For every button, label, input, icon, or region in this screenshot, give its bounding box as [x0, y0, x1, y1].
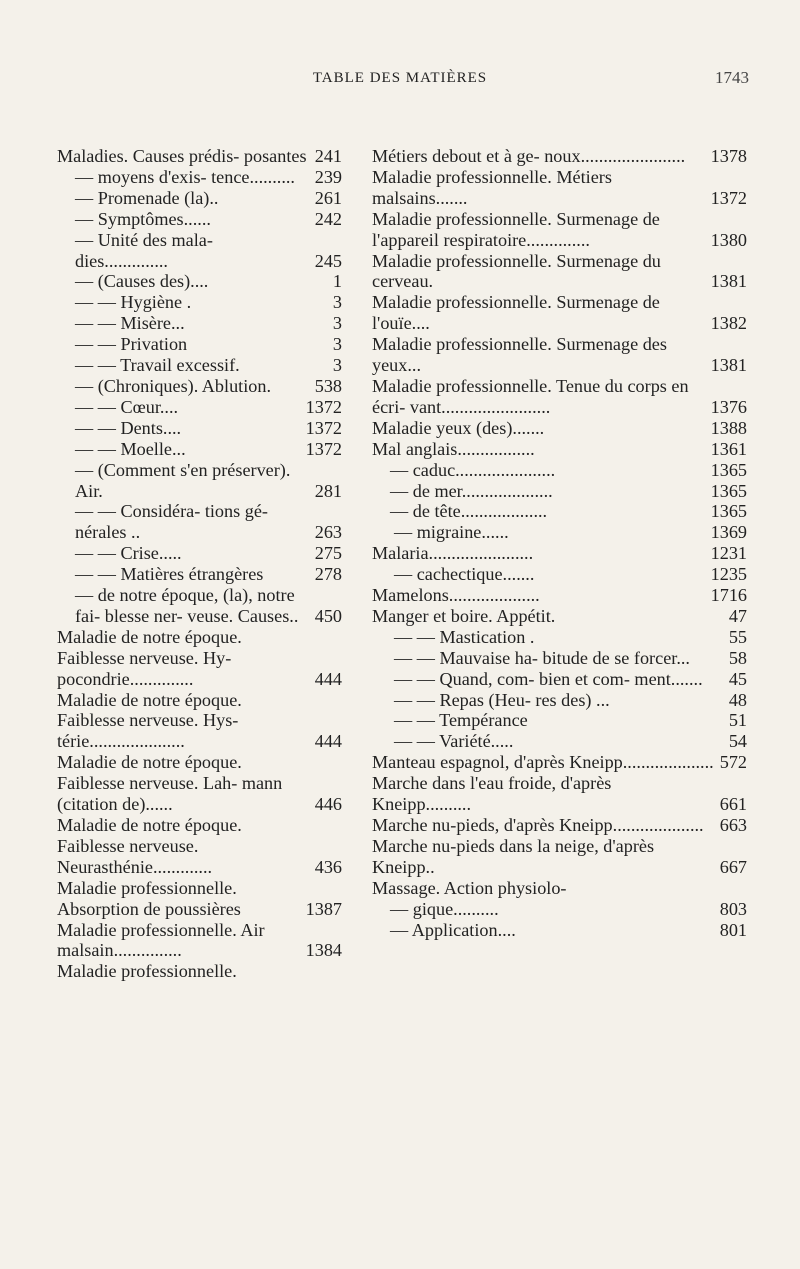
index-entry-page: 572 — [719, 752, 747, 773]
index-entry — [372, 815, 747, 836]
page-header: TABLE DES MATIÈRES — [312, 70, 488, 86]
index-entry-text: Manteau espagnol, d'après Kneipp.................... — [372, 752, 714, 773]
index-entry-page: 1381 — [710, 271, 747, 292]
index-entry-page: 278 — [314, 564, 342, 585]
index-entry — [372, 481, 747, 502]
index-entry-page: 803 — [719, 898, 747, 919]
index-entry — [372, 146, 747, 167]
index-entry — [372, 731, 747, 752]
index-entry — [57, 543, 342, 564]
index-entry-text: — — Moelle... — [75, 438, 186, 459]
index-entry-text: — — Considéra- tions gé- nérales .. — [75, 501, 268, 543]
index-entry-text: Massage. Action physiolo- — [372, 877, 567, 898]
index-entry-text: — (Chroniques). Ablution. — [75, 375, 272, 396]
page-number: 1743 — [715, 68, 749, 87]
index-entry-page: 1365 — [710, 459, 747, 480]
index-entry — [372, 648, 747, 669]
index-entry-page: 3 — [332, 355, 342, 376]
index-entry-text: — — Quand, com- bien et com- ment....... — [394, 668, 703, 689]
index-entry-page: 1365 — [710, 501, 747, 522]
index-entry-page: 245 — [314, 250, 342, 271]
index-entry — [57, 355, 342, 376]
index-entry — [57, 564, 342, 585]
index-entry-page: 1235 — [710, 564, 747, 585]
index-entry-text: Maladie professionnelle. Absorption de poussières — [57, 877, 241, 919]
index-entry — [372, 418, 747, 439]
index-entry-text: Mamelons.................... — [372, 585, 540, 606]
index-entry-text: — — Tempérance — [394, 710, 528, 731]
index-entry-text: — caduc...................... — [390, 459, 556, 480]
index-entry-page: 1361 — [710, 438, 747, 459]
index-entry-text: — — Mastication . — [394, 626, 535, 647]
index-entry-text: Maladies. Causes prédis- posantes — [57, 146, 307, 166]
index-entry-text: Maladie professionnelle. Surmenage de l'appareil respiratoire.............. — [372, 208, 660, 250]
index-entry-page: 444 — [314, 731, 342, 752]
index-entry-text: Maladie de notre époque. Faiblesse nerveuse. Hy- pocondrie.............. — [57, 626, 242, 689]
index-entry — [57, 460, 342, 502]
index-column-left — [57, 146, 342, 982]
index-entry — [372, 669, 747, 690]
index-entry-text: — — Mauvaise ha- bitude de se forcer... — [394, 647, 690, 668]
index-entry-page: 1378 — [710, 146, 747, 166]
index-entry-text: — Symptômes...... — [75, 208, 211, 229]
index-entry — [372, 543, 747, 564]
index-entry — [57, 167, 342, 188]
index-entry-page: 1716 — [710, 585, 747, 606]
index-entry-page: 1369 — [710, 522, 747, 543]
index-entry — [57, 313, 342, 334]
index-entry-page: 663 — [719, 815, 747, 835]
index-entry-text: Marche nu-pieds dans la neige, d'après Kneipp.. — [372, 835, 655, 877]
index-entry-page: 1380 — [710, 229, 747, 250]
index-entry — [57, 878, 342, 920]
index-entry-page: 801 — [719, 919, 747, 940]
index-entry-text: — de tête................... — [390, 501, 548, 522]
index-entry-text: Maladie de notre époque. Faiblesse nerveuse. Neurasthénie............. — [57, 815, 242, 877]
index-entry-text: — migraine...... — [394, 522, 509, 543]
index-entry-page: 239 — [314, 166, 342, 187]
index-entry-text: — Promenade (la).. — [75, 187, 219, 208]
index-entry — [57, 961, 342, 982]
index-entry — [372, 710, 747, 731]
index-entry-page: 667 — [719, 856, 747, 877]
index-entry-page: 54 — [728, 731, 747, 752]
index-entry-text: Maladie yeux (des)....... — [372, 417, 545, 438]
index-entry — [57, 209, 342, 230]
index-entry-page: 51 — [728, 710, 747, 731]
index-entry-page: 3 — [332, 292, 342, 313]
index-entry — [372, 690, 747, 711]
index-entry — [57, 292, 342, 313]
index-entry-text: Maladie professionnelle. Métiers malsains....... — [372, 166, 612, 208]
index-entry-page: 1381 — [710, 355, 747, 376]
index-entry — [57, 585, 342, 627]
index-entry-text: — — Misère... — [75, 313, 185, 334]
index-entry-page: 263 — [314, 522, 342, 543]
index-entry — [57, 501, 342, 543]
index-entry — [372, 292, 747, 334]
index-entry — [57, 439, 342, 460]
index-entry-text: — — Hygiène . — [75, 292, 192, 313]
index-entry — [57, 397, 342, 418]
index-entry-text: Maladie professionnelle. Air malsain............... — [57, 919, 265, 961]
index-entry-text: Maladie professionnelle. — [57, 961, 237, 982]
index-entry-page: 1376 — [710, 396, 747, 417]
index-entry-page: 47 — [728, 605, 747, 626]
index-entry-text: — — Crise..... — [75, 543, 182, 564]
index-entry — [372, 460, 747, 481]
index-entry — [57, 752, 342, 815]
index-entry — [57, 271, 342, 292]
index-column-right — [372, 146, 747, 940]
index-entry — [57, 334, 342, 355]
index-entry-text: — Application.... — [390, 919, 516, 940]
index-entry-text: Maladie professionnelle. Surmenage du cerveau. — [372, 250, 661, 292]
index-entry-text: Marche dans l'eau froide, d'après Kneipp.......... — [372, 773, 612, 815]
index-entry-text: — de mer.................... — [390, 480, 553, 501]
index-entry — [372, 167, 747, 209]
index-entry-page: 45 — [728, 668, 747, 689]
index-entry-page: 436 — [314, 856, 342, 877]
index-entry-text: — — Travail excessif. — [75, 355, 240, 376]
index-entry-page: 1372 — [305, 438, 342, 459]
index-entry-text: — — Variété..... — [394, 731, 514, 752]
index-entry — [372, 606, 747, 627]
index-entry — [372, 585, 747, 606]
index-entry — [372, 376, 747, 418]
index-entry-page: 48 — [728, 689, 747, 710]
index-entry-page: 3 — [332, 334, 342, 355]
index-entry-text: — — Repas (Heu- res des) ... — [394, 689, 610, 710]
index-entry-text: — (Causes des).... — [75, 271, 209, 292]
index-entry — [372, 334, 747, 376]
index-entry-text: — — Cœur.... — [75, 396, 179, 417]
index-entry-page: 1382 — [710, 313, 747, 334]
index-entry-text: — — Dents.... — [75, 417, 182, 438]
index-entry — [372, 501, 747, 522]
index-entry-page: 58 — [728, 647, 747, 668]
index-entry — [372, 920, 747, 941]
index-entry-text: Maladie professionnelle. Surmenage des yeux... — [372, 334, 667, 376]
index-entry-page: 275 — [314, 543, 342, 564]
index-entry-page: 450 — [314, 605, 342, 626]
index-entry — [372, 899, 747, 920]
index-entry-text: — gique.......... — [390, 898, 499, 919]
index-entry — [57, 920, 342, 962]
index-entry-page: 242 — [314, 208, 342, 229]
index-entry-page: 1384 — [305, 940, 342, 961]
index-entry-text: — cachectique....... — [394, 564, 535, 585]
index-entry-page: 1231 — [710, 543, 747, 564]
index-entry-page: 1387 — [305, 898, 342, 919]
index-entry-text: Manger et boire. Appétit. — [372, 605, 556, 626]
index-entry — [372, 773, 747, 815]
index-entry-page: 1372 — [305, 417, 342, 438]
index-entry-page: 1372 — [305, 396, 342, 417]
index-entry-page: 281 — [314, 480, 342, 501]
index-entry — [372, 251, 747, 293]
index-entry — [57, 188, 342, 209]
index-entry-text: — — Matières étrangères — [75, 564, 264, 585]
index-entry — [57, 376, 342, 397]
index-entry-page: 55 — [728, 626, 747, 647]
index-entry-text: — moyens d'exis- tence.......... — [75, 166, 295, 187]
index-entry-page: 1365 — [710, 480, 747, 501]
index-entry-text: Marche nu-pieds, d'après Kneipp.................... — [372, 815, 704, 835]
index-entry — [372, 564, 747, 585]
index-entry — [372, 522, 747, 543]
index-entry — [57, 627, 342, 690]
index-entry-text: Maladie de notre époque. Faiblesse nerveuse. Hys- térie..................... — [57, 689, 242, 752]
index-entry-text: — Unité des mala- dies.............. — [75, 229, 213, 271]
index-entry-page: 1372 — [710, 187, 747, 208]
index-entry-text: Maladie professionnelle. Tenue du corps en écri- vant........................ — [372, 375, 689, 417]
index-entry-page: 538 — [314, 375, 342, 396]
index-entry — [372, 878, 747, 899]
index-entry-text: — de notre époque, (la), notre fai- blesse ner- veuse. Causes.. — [75, 585, 299, 626]
index-entry — [372, 627, 747, 648]
index-entry-text: Métiers debout et à ge- noux....................... — [372, 146, 686, 166]
index-entry-text: Maladie de notre époque. Faiblesse nerveuse. Lah- mann (citation de)...... — [57, 752, 283, 815]
index-entry-page: 241 — [314, 146, 342, 166]
index-entry — [372, 752, 747, 773]
index-entry-page: 444 — [314, 668, 342, 689]
index-entry — [57, 230, 342, 272]
index-entry — [372, 209, 747, 251]
index-entry — [57, 690, 342, 753]
index-entry-text: — (Comment s'en préserver). Air. — [75, 459, 291, 501]
index-entry-page: 261 — [314, 187, 342, 208]
index-entry-page: 1388 — [710, 417, 747, 438]
index-entry — [372, 836, 747, 878]
index-entry-text: — — Privation — [75, 334, 188, 355]
index-entry-text: Malaria....................... — [372, 543, 534, 564]
index-entry — [57, 146, 342, 167]
index-entry — [57, 815, 342, 878]
index-entry — [372, 439, 747, 460]
index-entry — [57, 418, 342, 439]
index-entry-page: 1 — [332, 271, 342, 292]
index-entry-page: 446 — [314, 794, 342, 815]
index-entry-text: Maladie professionnelle. Surmenage de l'ouïe.... — [372, 292, 660, 334]
index-entry-page: 661 — [719, 794, 747, 815]
index-entry-page: 3 — [332, 313, 342, 334]
index-entry-text: Mal anglais................. — [372, 438, 535, 459]
